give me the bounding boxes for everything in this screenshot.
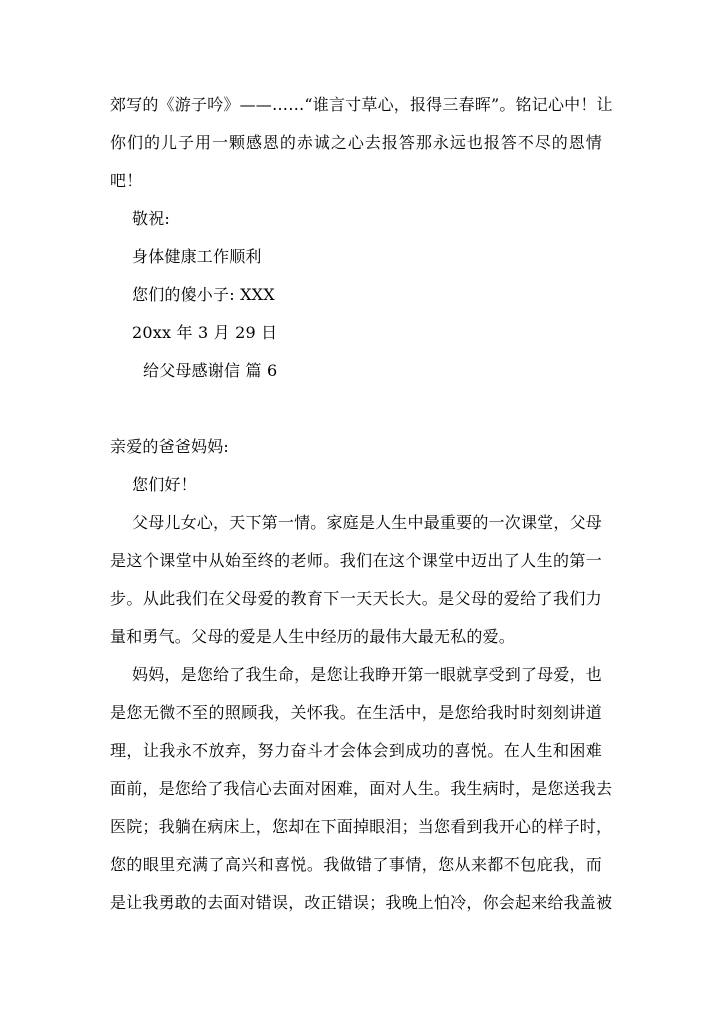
text-line: 吧！ [110,171,143,190]
greeting-line: 您们好！ [132,475,197,494]
text-line: 步。从此我们在父母爱的教育下一天天长大。是父母的爱给了我们力 [110,589,602,608]
text-line: 理，让我永不放弃，努力奋斗才会体会到成功的喜悦。在人生和困难 [110,741,602,760]
text-line: 父母儿女心，天下第一情。家庭是人生中最重要的一次课堂，父母 [132,513,602,532]
signature: 您们的傻小子: XXX [132,285,275,304]
text-line: 面前，是您给了我信心去面对困难，面对人生。我生病时，是您送我去 [110,779,613,798]
greeting: 亲爱的爸爸妈妈: [110,437,229,456]
date: 20xx 年 3 月 29 日 [132,323,278,342]
text-line: 是让我勇敢的去面对错误，改正错误；我晚上怕冷，你会起来给我盖被 [110,893,613,912]
text-line: 妈妈，是您给了我生命，是您让我睁开第一眼就享受到了母爱，也 [132,665,602,684]
closing-wish: 身体健康工作顺利 [132,247,262,266]
closing-salutation: 敬祝: [132,209,170,228]
text-line: 你们的儿子用一颗感恩的赤诚之心去报答那永远也报答不尽的恩情 [110,133,602,152]
text-line: 是这个课堂中从始至终的老师。我们在这个课堂中迈出了人生的第一 [110,551,602,570]
text-line: 是您无微不至的照顾我，关怀我。在生活中，是您给我时时刻刻讲道 [110,703,602,722]
text-line: 量和勇气。父母的爱是人生中经历的最伟大最无私的爱。 [110,627,516,646]
text-line: 您的眼里充满了高兴和喜悦。我做错了事情，您从来都不包庇我，而 [110,855,602,874]
text-line: 医院；我躺在病床上，您却在下面掉眼泪；当您看到我开心的样子时， [110,817,613,836]
text-line: 郊写的《游子吟》——……“谁言寸草心，报得三春晖”。铭记心中！让 [110,95,613,114]
section-heading: 给父母感谢信 篇 6 [143,361,278,380]
